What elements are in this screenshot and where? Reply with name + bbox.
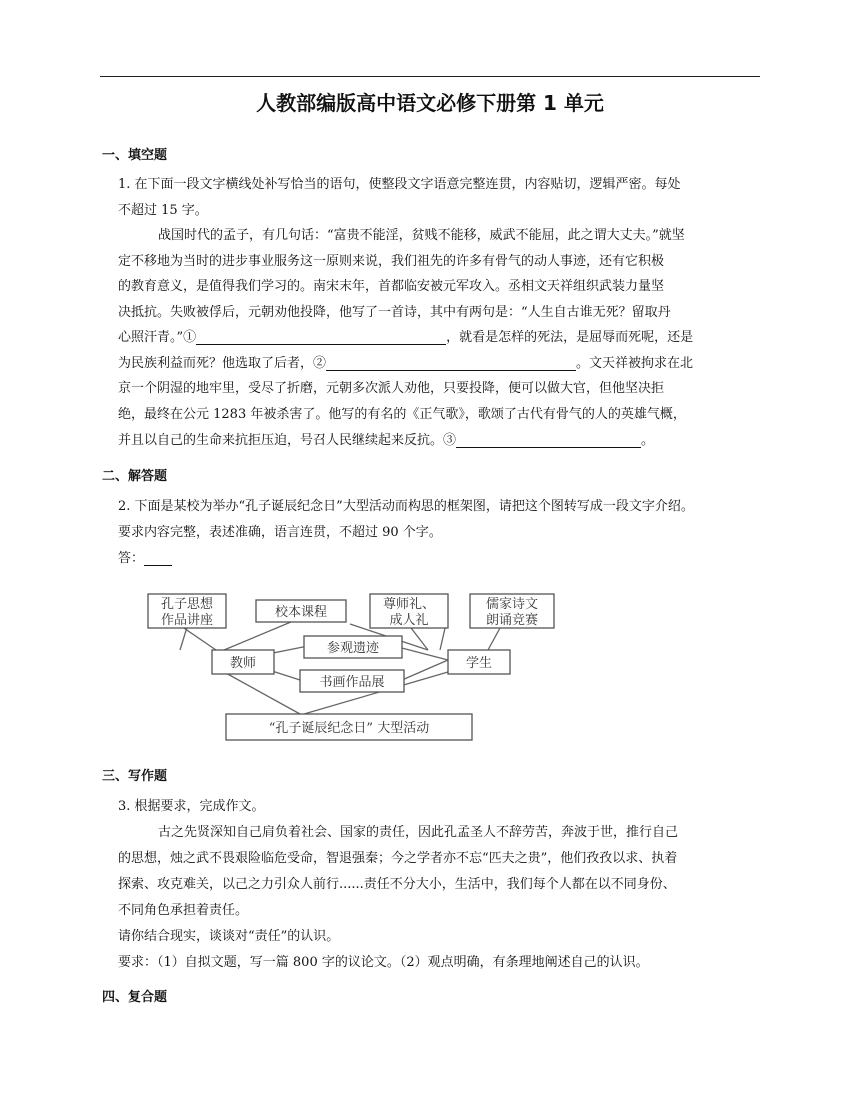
q1-para-line-8: 绝，最终在公元 1283 年被杀害了。他写的有名的《正气歌》，歌颂了古代有骨气的人的英雄气概， (118, 407, 686, 422)
q2-line-2: 要求内容完整，表述准确，语言连贯，不超过 90 个字。 (118, 525, 442, 540)
diagram-label-lecture-2: 作品讲座 (160, 613, 214, 628)
q1-para-line-5: 心照汗青。”① ，就看是怎样的死法，是屈辱而死呢，还是 (118, 330, 694, 345)
q3-prompt-line: 请你结合现实，谈谈对“责任”的认识。 (118, 929, 340, 944)
diagram-label-event: “孔子诞辰纪念日” 大型活动 (268, 721, 430, 736)
section-heading-answer: 二、解答题 (102, 469, 168, 484)
q1-para-line-7: 京一个阴湿的地牢里，受尽了折磨，元朝多次派人劝他，只要投降，便可以做大官，但他坚决拒 (118, 381, 665, 396)
q1-para-line-1: 战国时代的孟子，有几句话：“富贵不能淫，贫贱不能移，威武不能屈，此之谓大丈夫。”就坚 (158, 228, 685, 243)
diagram-label-exhibition: 书画作品展 (319, 675, 385, 690)
q3-para-line-3: 探索、攻克难关，以己之力引众人前行......责任不分大小，生活中，我们每个人都在以不同身份、 (118, 877, 676, 892)
q2-line-1: 2. 下面是某校为举办“孔子诞辰纪念日”大型活动而构思的框架图，请把这个图转写成一段文字介绍。 (118, 499, 694, 514)
diagram-label-curriculum: 校本课程 (274, 605, 328, 620)
answer-blank-q2[interactable] (144, 549, 172, 566)
diagram-label-teacher: 教师 (229, 656, 257, 671)
q1-para-line-2: 定不移地为当时的进步事业服务这一原则来说，我们祖先的许多有骨气的动人事迹，还有它积极 (118, 254, 665, 269)
section-heading-writing: 三、写作题 (102, 769, 168, 784)
diagram-label-poetry-1: 儒家诗文 (485, 597, 539, 612)
diagram-label-ceremony-2: 成人礼 (389, 613, 429, 628)
diagram-label-lecture-1: 孔子思想 (160, 597, 214, 612)
q3-para-line-4: 不同角色承担着责任。 (118, 903, 249, 918)
framework-diagram-right (440, 588, 560, 688)
q1-para-line-9: 并且以自己的生命来抗拒压迫，号召人民继续起来反抗。③ 。 (118, 433, 655, 448)
q1-line-1: 1. 在下面一段文字横线处补写恰当的语句，使整段文字语意完整连贯，内容贴切，逻辑严密。每处 (118, 177, 681, 192)
answer-blank-2[interactable] (326, 354, 576, 371)
page-title: 人教部编版高中语文必修下册第 1 单元 (256, 91, 604, 115)
section-heading-composite: 四、复合题 (102, 990, 168, 1005)
q1-para-line-6: 为民族利益而死？他选取了后者，② 。文天祥被拘求在北 (118, 356, 694, 371)
q2-answer-line: 答： (118, 546, 766, 572)
diagram-label-ceremony-1: 尊师礼、 (382, 597, 436, 612)
diagram-label-visit: 参观遗迹 (326, 641, 380, 656)
q3-para-line-2: 的思想，烛之武不畏艰险临危受命，智退强秦；今之学者亦不忘“匹夫之贵”，他们孜孜以求、执着 (118, 851, 678, 866)
framework-diagram (128, 588, 476, 748)
q1-para-line-3: 的教育意义，是值得我们学习的。南宋末年，首都临安被元军攻入。丞相文天祥组织武装力量坚 (118, 279, 665, 294)
section-heading-fill-in: 一、填空题 (102, 148, 168, 163)
q1-para-line-4: 决抵抗。失败被俘后，元朝劝他投降，他写了一首诗，其中有两句是：“人生自古谁无死？留取丹 (118, 305, 671, 320)
answer-blank-3[interactable] (456, 431, 641, 448)
q3-line-1: 3. 根据要求，完成作文。 (118, 799, 265, 814)
q3-para-line-1: 古之先贤深知自己肩负着社会、国家的责任，因此孔孟圣人不辞劳苦，奔波于世，推行自己 (158, 825, 679, 840)
diagram-label-poetry-2: 朗诵竞赛 (485, 613, 539, 628)
q1-line-2: 不超过 15 字。 (118, 203, 208, 218)
q3-requirement-line: 要求：（1）自拟文题，写一篇 800 字的议论文。（2）观点明确，有条理地阐述自己的认识。 (118, 955, 649, 970)
answer-blank-1[interactable] (196, 328, 446, 345)
diagram-label-student: 学生 (465, 656, 493, 671)
header-rule (100, 76, 760, 77)
